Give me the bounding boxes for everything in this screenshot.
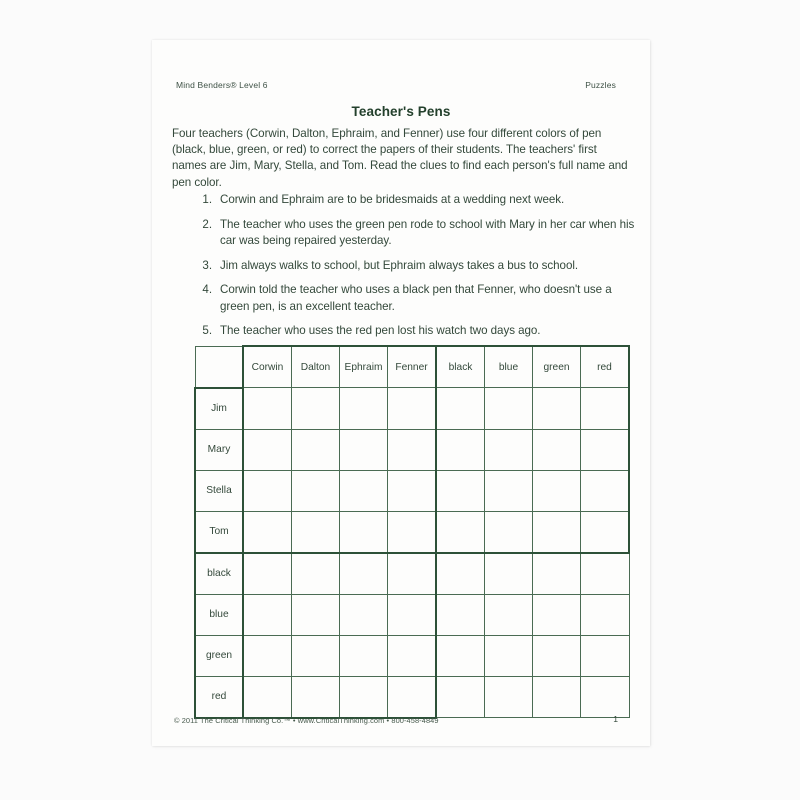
table-row (195, 676, 629, 718)
grid-cell[interactable] (533, 511, 581, 553)
column-header-green: green (533, 346, 581, 388)
grid-cell[interactable] (388, 594, 437, 635)
list-item (196, 258, 636, 274)
table-row (195, 470, 629, 511)
grid-cell[interactable] (581, 511, 630, 553)
grid-cell[interactable] (340, 429, 388, 470)
grid-empty-area (533, 553, 581, 595)
grid-cell[interactable] (292, 676, 340, 718)
grid-cell[interactable] (436, 511, 485, 553)
grid-cell[interactable] (340, 635, 388, 676)
grid-cell[interactable] (292, 594, 340, 635)
row-header-mary: Mary (195, 429, 243, 470)
grid-cell[interactable] (243, 594, 292, 635)
grid-cell[interactable] (340, 470, 388, 511)
running-head-left: Mind Benders® Level 6 (176, 80, 268, 90)
grid-empty-area (581, 676, 630, 718)
row-header-blue: blue (195, 594, 243, 635)
grid-cell[interactable] (388, 388, 437, 430)
column-header-red: red (581, 346, 630, 388)
clue-text: Jim always walks to school, but Ephraim always takes a bus to school. (220, 258, 579, 272)
grid-empty-area (436, 594, 485, 635)
clue-list (196, 192, 636, 348)
grid-cell[interactable] (243, 553, 292, 595)
grid-empty-area (581, 635, 630, 676)
table-header-row (195, 346, 629, 388)
page-title: Teacher's Pens (351, 104, 451, 119)
grid-cell[interactable] (340, 388, 388, 430)
grid-cell[interactable] (340, 676, 388, 718)
clue-text: Corwin told the teacher who uses a black pen that Fenner, who doesn't use a green pen, is an excellent teacher. (220, 283, 612, 313)
grid-cell[interactable] (292, 553, 340, 595)
row-header-green: green (195, 635, 243, 676)
column-header-fenner: Fenner (388, 346, 437, 388)
grid-cell[interactable] (581, 470, 630, 511)
grid-cell[interactable] (340, 511, 388, 553)
list-item (196, 192, 636, 208)
grid-empty-area (436, 553, 485, 595)
grid-cell[interactable] (485, 470, 533, 511)
grid-cell[interactable] (485, 429, 533, 470)
clue-number: 4. (202, 283, 212, 297)
grid-cell[interactable] (340, 594, 388, 635)
column-header-ephraim: Ephraim (340, 346, 388, 388)
grid-cell[interactable] (581, 429, 630, 470)
grid-cell[interactable] (533, 388, 581, 430)
grid-cell[interactable] (243, 635, 292, 676)
grid-cell[interactable] (292, 511, 340, 553)
grid-cell[interactable] (436, 470, 485, 511)
row-header-black: black (195, 553, 243, 595)
grid-empty-area (581, 553, 630, 595)
grid-cell[interactable] (292, 635, 340, 676)
grid-cell[interactable] (485, 511, 533, 553)
row-header-tom: Tom (195, 511, 243, 553)
grid-cell[interactable] (388, 635, 437, 676)
worksheet-page (152, 40, 650, 746)
column-header-blue: blue (485, 346, 533, 388)
clue-number: 2. (202, 217, 212, 231)
grid-cell[interactable] (388, 470, 437, 511)
column-header-dalton: Dalton (292, 346, 340, 388)
grid-cell[interactable] (243, 388, 292, 430)
running-head-right: Puzzles (585, 80, 616, 90)
grid-cell[interactable] (485, 388, 533, 430)
table-row (195, 511, 629, 553)
grid-empty-area (436, 676, 485, 718)
grid-corner-spacer (195, 346, 243, 388)
grid-empty-area (485, 553, 533, 595)
grid-cell[interactable] (581, 388, 630, 430)
page-number: 1 (613, 714, 618, 724)
table-row (195, 635, 629, 676)
row-header-jim: Jim (195, 388, 243, 430)
grid-empty-area (485, 676, 533, 718)
column-header-corwin: Corwin (243, 346, 292, 388)
grid-empty-area (485, 594, 533, 635)
table-row (195, 388, 629, 430)
grid-cell[interactable] (388, 553, 437, 595)
grid-cell[interactable] (292, 470, 340, 511)
list-item (196, 217, 636, 249)
grid-cell[interactable] (388, 676, 437, 718)
grid-cell[interactable] (292, 429, 340, 470)
clue-number: 5. (202, 324, 212, 338)
table-row (195, 594, 629, 635)
clue-text: Corwin and Ephraim are to be bridesmaids at a wedding next week. (220, 193, 565, 206)
row-header-red: red (195, 676, 243, 718)
grid-cell[interactable] (436, 388, 485, 430)
grid-empty-area (533, 594, 581, 635)
clue-text: The teacher who uses the red pen lost his watch two days ago. (220, 324, 541, 338)
column-header-black: black (436, 346, 485, 388)
grid-empty-area (533, 676, 581, 718)
grid-empty-area (436, 635, 485, 676)
logic-grid (194, 345, 630, 719)
grid-cell[interactable] (388, 511, 437, 553)
row-header-stella: Stella (195, 470, 243, 511)
list-item (196, 282, 636, 314)
grid-cell[interactable] (292, 388, 340, 430)
grid-cell[interactable] (243, 676, 292, 718)
clue-number: 3. (202, 258, 212, 272)
table-row (195, 429, 629, 470)
list-item (196, 323, 636, 339)
clue-text: The teacher who uses the green pen rode to school with Mary in her car when his car was being repaired yesterday. (220, 217, 635, 247)
grid-cell[interactable] (388, 429, 437, 470)
grid-cell[interactable] (243, 470, 292, 511)
clue-number: 1. (202, 193, 212, 206)
copyright-footer: © 2011 The Critical Thinking Co.™ • www.CriticalThinking.com • 800-458-4849 (174, 716, 439, 725)
grid-cell[interactable] (533, 470, 581, 511)
grid-empty-area (485, 635, 533, 676)
grid-cell[interactable] (533, 429, 581, 470)
grid-cell[interactable] (436, 429, 485, 470)
logic-grid-table (194, 345, 630, 719)
grid-cell[interactable] (340, 553, 388, 595)
grid-empty-area (581, 594, 630, 635)
grid-cell[interactable] (243, 429, 292, 470)
grid-empty-area (533, 635, 581, 676)
grid-cell[interactable] (243, 511, 292, 553)
intro-paragraph: Four teachers (Corwin, Dalton, Ephraim, and Fenner) use four different colors of pen (black, blue, green, or red) to correct the papers of their students. The teachers' first names are Jim, Mary, Stella, and Tom. Read the clues to find each person's full name and pen color. (172, 127, 628, 189)
table-row (195, 553, 629, 595)
